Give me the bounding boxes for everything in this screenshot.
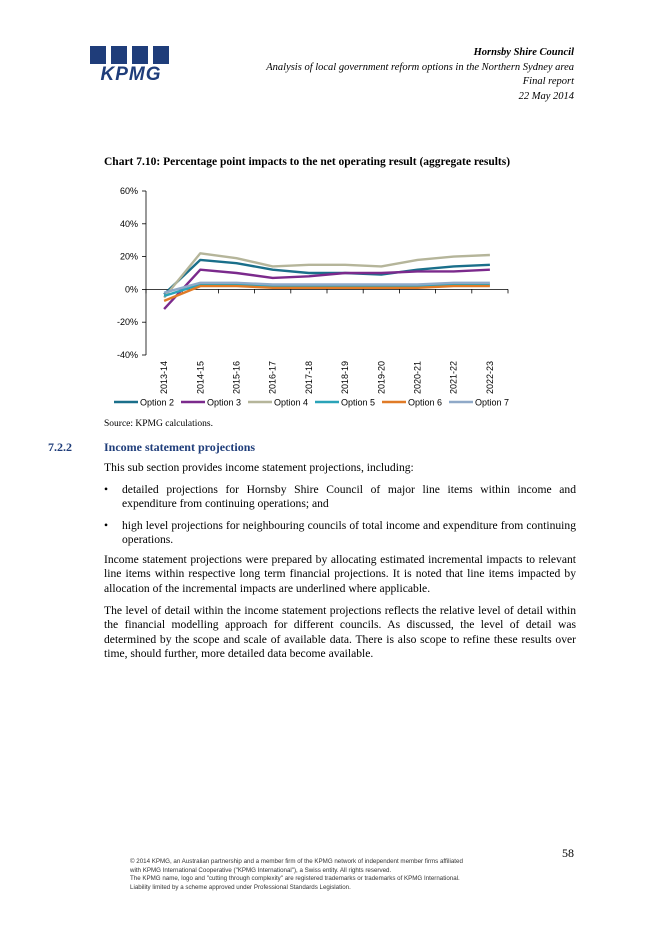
line-chart bbox=[104, 178, 524, 416]
x-tick-label: 2021-22 bbox=[448, 361, 459, 395]
intro-paragraph: This sub section provides income statement projections, including: bbox=[104, 461, 414, 474]
legend-label: Option 5 bbox=[341, 397, 376, 408]
x-tick-label: 2019-20 bbox=[376, 361, 387, 395]
bullet-icon: • bbox=[104, 518, 109, 532]
chart-title: Chart 7.10: Percentage point impacts to the net operating result (aggregate results) bbox=[104, 156, 511, 168]
y-tick-label: 40% bbox=[119, 218, 138, 229]
footer-line: The KPMG name, logo and "cutting through complexity" are registered trademarks or trademarks of KPMG International. bbox=[130, 875, 460, 883]
y-tick-label: -20% bbox=[116, 317, 138, 328]
list-item bbox=[104, 519, 576, 548]
y-tick-label: 60% bbox=[119, 186, 138, 196]
bullet-list bbox=[104, 483, 576, 555]
legend-label: Option 3 bbox=[207, 397, 242, 408]
report-type: Final report bbox=[522, 76, 574, 87]
y-tick-label: 0% bbox=[124, 284, 138, 295]
section-heading bbox=[48, 440, 255, 455]
y-tick-label: -40% bbox=[116, 350, 138, 360]
bullet-icon: • bbox=[104, 483, 109, 496]
x-tick-label: 2018-19 bbox=[340, 361, 351, 395]
page-number: 58 bbox=[562, 846, 574, 860]
legend-label: Option 4 bbox=[274, 397, 309, 408]
legend-label: Option 7 bbox=[475, 397, 510, 408]
legend-label: Option 6 bbox=[408, 397, 443, 408]
series-line-option-6 bbox=[164, 286, 490, 301]
paragraph: Income statement projections were prepared by allocating estimated incremental impacts to relevant line items within respective long term financial projections. It is noted that line items impacted by allocation of the incremental impacts are underlined where applicable. bbox=[104, 553, 576, 595]
report-subtitle: Analysis of local government reform options in the Northern Sydney area bbox=[266, 61, 574, 73]
footer-legal bbox=[130, 858, 530, 892]
y-tick-label: 20% bbox=[119, 251, 138, 262]
x-tick-label: 2017-18 bbox=[303, 361, 314, 395]
list-item bbox=[104, 483, 576, 512]
paragraph: The level of detail within the income statement projections reflects the relative level of detail within the financial modelling approach for different councils. As discussed, the level of detail was determined by the scope and scale of available data. There is also scope to refine these results over time, should further, more detailed data become available. bbox=[104, 604, 576, 661]
report-date: 22 May 2014 bbox=[518, 90, 574, 102]
chart-source: Source: KPMG calculations. bbox=[104, 419, 213, 429]
bullet-text: high level projections for neighbouring councils of total income and expenditure from continuing operations. bbox=[122, 518, 576, 547]
page-header bbox=[266, 46, 574, 104]
organisation-name: Hornsby Shire Council bbox=[473, 47, 574, 58]
logo-wordmark: KPMG bbox=[100, 64, 162, 84]
x-tick-label: 2016-17 bbox=[267, 361, 278, 395]
bullet-text: detailed projections for Hornsby Shire Council of major line items within income and expenditure from continuing operations; and bbox=[122, 483, 576, 511]
x-tick-label: 2015-16 bbox=[231, 361, 242, 395]
legend-label: Option 2 bbox=[140, 397, 175, 408]
footer-line: © 2014 KPMG, an Australian partnership and a member firm of the KPMG network of independent member firms affiliated bbox=[130, 858, 463, 865]
section-number: 7.2.2 bbox=[48, 440, 72, 454]
kpmg-logo bbox=[88, 46, 174, 84]
section-title: Income statement projections bbox=[104, 440, 256, 454]
x-tick-label: 2014-15 bbox=[195, 361, 206, 395]
x-tick-label: 2020-21 bbox=[412, 361, 423, 395]
x-tick-label: 2022-23 bbox=[484, 361, 495, 395]
footer-line: with KPMG International Cooperative ("KPMG International"), a Swiss entity. All rights reserved. bbox=[130, 866, 392, 874]
footer-line: Liability limited by a scheme approved under Professional Standards Legislation. bbox=[130, 883, 351, 891]
x-tick-label: 2013-14 bbox=[159, 361, 170, 395]
